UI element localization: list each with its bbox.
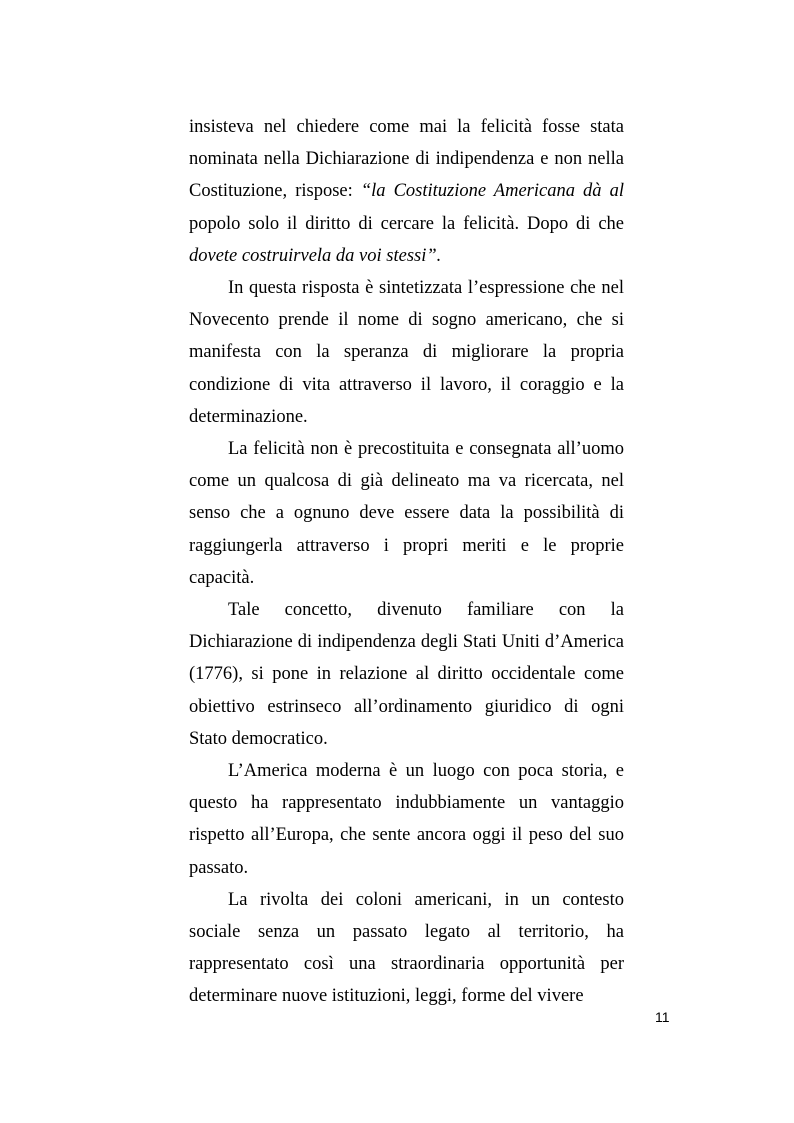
quote-segment-italic: “la Costituzione Americana dà al	[360, 181, 624, 202]
quote-segment-italic: dovete costruirvela da voi stessi”.	[189, 245, 442, 266]
paragraph: La felicità non è precostituita e consegnata all’uomo come un qualcosa di già delineato ma va ricercata, nel senso che a ognuno deve essere data la possibilità di raggiungerla attraverso i propri meriti e le proprie capacità.	[189, 439, 624, 588]
text-segment: insisteva nel chiedere come mai la felicità fosse stata nominata nella Dichiarazione di indipendenza e non nella Costituzione, rispose:	[189, 117, 624, 202]
text-segment: popolo solo il diritto di cercare la felicità. Dopo di che	[189, 213, 624, 234]
page-number: 11	[655, 1009, 670, 1025]
paragraph: Tale concetto, divenuto familiare con la Dichiarazione di indipendenza degli Stati Uniti d’America (1776), si pone in relazione al diritto occidentale come obiettivo estrinseco all’ordinamento giuridico di ogni Stato democratico.	[189, 600, 624, 749]
body-text	[189, 111, 624, 1013]
paragraph: L’America moderna è un luogo con poca storia, e questo ha rappresentato indubbiamente un vantaggio rispetto all’Europa, che sente ancora oggi il peso del suo passato.	[189, 761, 624, 878]
paragraph: In questa risposta è sintetizzata l’espressione che nel Novecento prende il nome di sogno americano, che si manifesta con la speranza di migliorare la propria condizione di vita attraverso il lavoro, il coraggio e la determinazione.	[189, 278, 624, 427]
paragraph-continuation	[189, 111, 624, 272]
paragraph: La rivolta dei coloni americani, in un contesto sociale senza un passato legato al territorio, ha rappresentato così una straordinaria opportunità per determinare nuove istituzioni, leggi, forme del vivere	[189, 889, 624, 1007]
